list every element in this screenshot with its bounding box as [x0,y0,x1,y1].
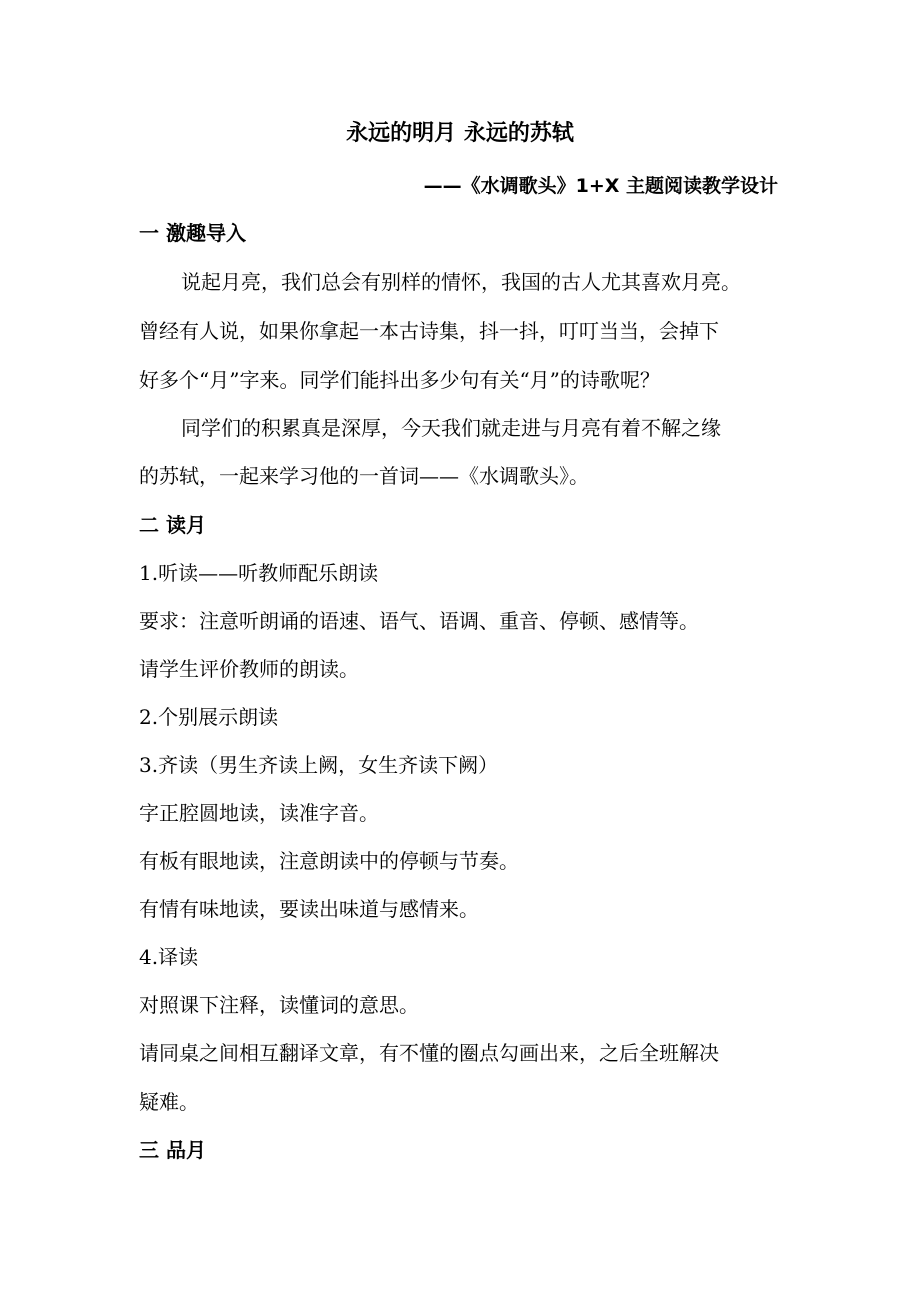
list-item: 2.个别展示朗读 [139,705,279,729]
list-item: 字正腔圆地读，读准字音。 [139,801,379,825]
list-item: 要求：注意听朗诵的语速、语气、语调、重音、停顿、感情等。 [139,609,699,633]
paragraph-line: 好多个“月”字来。同学们能抖出多少句有关“月”的诗歌呢？ [139,368,660,392]
list-item: 有情有味地读，要读出味道与感情来。 [139,897,479,921]
list-item: 3.齐读（男生齐读上阙，女生齐读下阙） [139,753,499,777]
page-title: 永远的明月 永远的苏轼 [346,121,574,146]
list-item: 请同桌之间相互翻译文章，有不懂的圈点勾画出来，之后全班解决 [139,1041,719,1065]
paragraph-line: 曾经有人说，如果你拿起一本古诗集，抖一抖，叮叮当当，会掉下 [139,319,719,343]
section-heading-intro: 一 激趣导入 [139,221,246,245]
section-heading-read: 二 读月 [139,513,206,537]
list-item: 对照课下注释，读懂词的意思。 [139,993,419,1017]
paragraph-line: 的苏轼，一起来学习他的一首词——《水调歌头》。 [139,464,589,488]
list-item: 疑难。 [139,1090,199,1114]
list-item: 1.听读——听教师配乐朗读 [139,561,379,585]
list-item: 请学生评价教师的朗读。 [139,657,359,681]
paragraph-line: 说起月亮，我们总会有别样的情怀，我国的古人尤其喜欢月亮。 [181,270,741,294]
page-subtitle: ——《水调歌头》1+X 主题阅读教学设计 [423,175,778,197]
section-heading-appreciate: 三 品月 [139,1138,206,1162]
list-item: 4.译读 [139,945,199,969]
list-item: 有板有眼地读，注意朗读中的停顿与节奏。 [139,849,519,873]
paragraph-line: 同学们的积累真是深厚，今天我们就走进与月亮有着不解之缘 [181,416,721,440]
